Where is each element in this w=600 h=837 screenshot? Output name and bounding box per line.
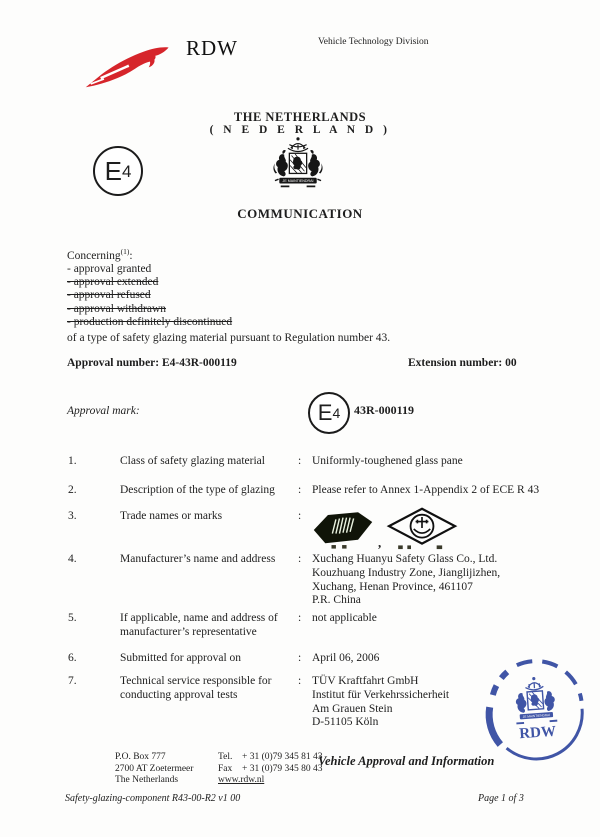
item-7-colon: : (298, 675, 302, 687)
concerning-label: Concerning (67, 249, 121, 262)
item-2-label: Description of the type of glazing (120, 484, 275, 496)
item-2-value: Please refer to Annex 1-Appendix 2 of ECE R 43 (312, 484, 540, 496)
stamp-org-text: RDW (518, 723, 557, 743)
approval-mark-e4-roundel (308, 392, 350, 434)
rdw-stamp-graphic (472, 650, 600, 770)
item-1-label: Class of safety glazing material (120, 455, 265, 467)
item-4-value (312, 553, 543, 608)
footer-address-line-2: 2700 AT Zoetermeer (115, 763, 194, 774)
footer-tel-label: Tel. (218, 752, 233, 762)
item-4-value-line-3: Xuchang, Henan Province, 461107 (312, 580, 473, 593)
item-7-value-line-4: D-51105 Köln (312, 716, 379, 729)
footer-address-line-3: The Netherlands (115, 775, 179, 785)
concerning-item-granted: - approval granted (67, 263, 152, 275)
svg-text:JE MAINTIENDRAI: JE MAINTIENDRAI (522, 712, 551, 719)
item-7-label (120, 675, 298, 730)
concerning-item-refused: - approval refused (67, 289, 151, 302)
concerning-colon: : (129, 249, 133, 262)
item-3-label: Trade names or marks (120, 510, 223, 522)
concerning-subject: of a type of safety glazing material pursuant to Regulation number 43. (67, 332, 391, 344)
item-7-label-line-1: Technical service responsible for (120, 675, 272, 687)
footer-website-link[interactable]: www.rdw.nl (218, 775, 265, 785)
item-4-number: 4. (68, 553, 77, 565)
item-5-label-line-1: If applicable, name and address of (120, 612, 278, 624)
approval-number-value: E4-43R-000119 (162, 357, 237, 369)
item-3-number: 3. (68, 510, 77, 522)
extension-number-value: 00 (505, 357, 517, 369)
item-3-colon: : (298, 510, 302, 522)
footer-fax-line (218, 764, 323, 776)
item-row-4 (65, 553, 543, 608)
division-label: Vehicle Technology Division (318, 37, 429, 47)
country-title: THE NETHERLANDS (233, 110, 367, 124)
org-name: RDW (186, 36, 238, 60)
footer-doc-reference: Safety-glazing-component R43-00-R2 v1 00 (65, 793, 241, 804)
item-6-value: April 06, 2006 (312, 652, 380, 664)
footer-contact (218, 752, 323, 787)
item-4-colon: : (298, 553, 302, 565)
item-6-label: Submitted for approval on (120, 652, 242, 664)
item-7-value-line-3: Am Grauen Stein (312, 702, 393, 715)
item-7-value-line-2: Institut für Verkehrssicherheit (312, 688, 450, 701)
item-row-7 (65, 675, 543, 730)
item-1-colon: : (298, 455, 302, 467)
footer-fax-label: Fax (218, 763, 233, 774)
item-7-value-line-1: TÜV Kraftfahrt GmbH (312, 675, 419, 687)
item-5-label-line-2: manufacturer’s representative (120, 625, 257, 638)
extension-number-line (408, 357, 517, 370)
netherlands-coat-of-arms (262, 136, 334, 208)
item-1-value: Uniformly-toughened glass pane (312, 455, 463, 467)
concerning-list (67, 263, 232, 329)
rdw-approval-stamp (472, 650, 600, 770)
item-5-value: not applicable (312, 612, 377, 624)
item-4-label: Manufacturer’s name and address (120, 553, 276, 565)
footer-tel-line (218, 752, 323, 764)
e4-letter: E (104, 156, 122, 186)
coat-motto-text: JE MAINTIENDRAI (282, 179, 314, 184)
approval-mark-letter: E (317, 400, 333, 425)
approval-mark-label: Approval mark: (67, 405, 140, 417)
footer-address-line-1: P.O. Box 777 (115, 752, 166, 762)
item-row-3 (65, 510, 543, 550)
item-7-number: 7. (68, 675, 77, 687)
footer-page-number: Page 1 of 3 (478, 793, 524, 804)
concerning-superscript: (1) (120, 247, 130, 256)
item-row-5 (65, 612, 543, 640)
item-5-colon: : (298, 612, 302, 624)
concerning-item-discontinued: - production definitely discontinued (67, 315, 233, 328)
item-7-label-line-2: conducting approval tests (120, 688, 238, 701)
coat-of-arms-graphic (262, 136, 334, 208)
footer-address (115, 752, 193, 787)
item-5-number: 5. (68, 612, 77, 624)
approval-number-line (67, 357, 237, 370)
trademark-separator: , (378, 535, 382, 551)
extension-number-label: Extension number: (408, 357, 503, 369)
rdw-logo (82, 40, 174, 98)
trademark-hexagon-logo (312, 510, 374, 550)
approval-mark-code: 43R-000119 (354, 403, 414, 417)
e4-roundel (93, 146, 143, 196)
item-6-colon: : (298, 652, 302, 664)
concerning-item-withdrawn: - approval withdrawn (67, 302, 166, 315)
concerning-item-extended: - approval extended (67, 276, 159, 289)
country-native-title: ( N E D E R L A N D ) (209, 124, 391, 136)
item-6-number: 6. (68, 652, 77, 664)
item-4-value-line-4: P.R. China (312, 594, 361, 607)
rdw-logo-graphic (82, 40, 174, 98)
doc-type-title: COMMUNICATION (237, 206, 363, 221)
concerning-heading (67, 245, 133, 263)
item-3-trademarks (312, 506, 543, 550)
item-row-2 (65, 484, 543, 498)
item-1-number: 1. (68, 455, 77, 467)
footer-fax-value: + 31 (0)79 345 80 43 (242, 763, 323, 774)
item-4-value-line-2: Kouzhuang Industry Zone, Jianglijizhen, (312, 566, 501, 579)
e4-digit: 4 (121, 161, 132, 181)
approval-number-label: Approval number: (67, 357, 160, 369)
item-2-number: 2. (68, 484, 77, 496)
footer-department: Vehicle Approval and Information (318, 754, 495, 768)
item-5-label (120, 612, 298, 640)
approval-mark-digit: 4 (332, 405, 341, 421)
item-2-colon: : (298, 484, 302, 496)
trademark-diamond-logo (385, 506, 459, 550)
items-section (65, 450, 543, 740)
item-4-value-line-1: Xuchang Huanyu Safety Glass Co., Ltd. (312, 553, 498, 565)
footer-tel-value: + 31 (0)79 345 81 43 (242, 752, 323, 762)
item-row-1 (65, 455, 543, 469)
